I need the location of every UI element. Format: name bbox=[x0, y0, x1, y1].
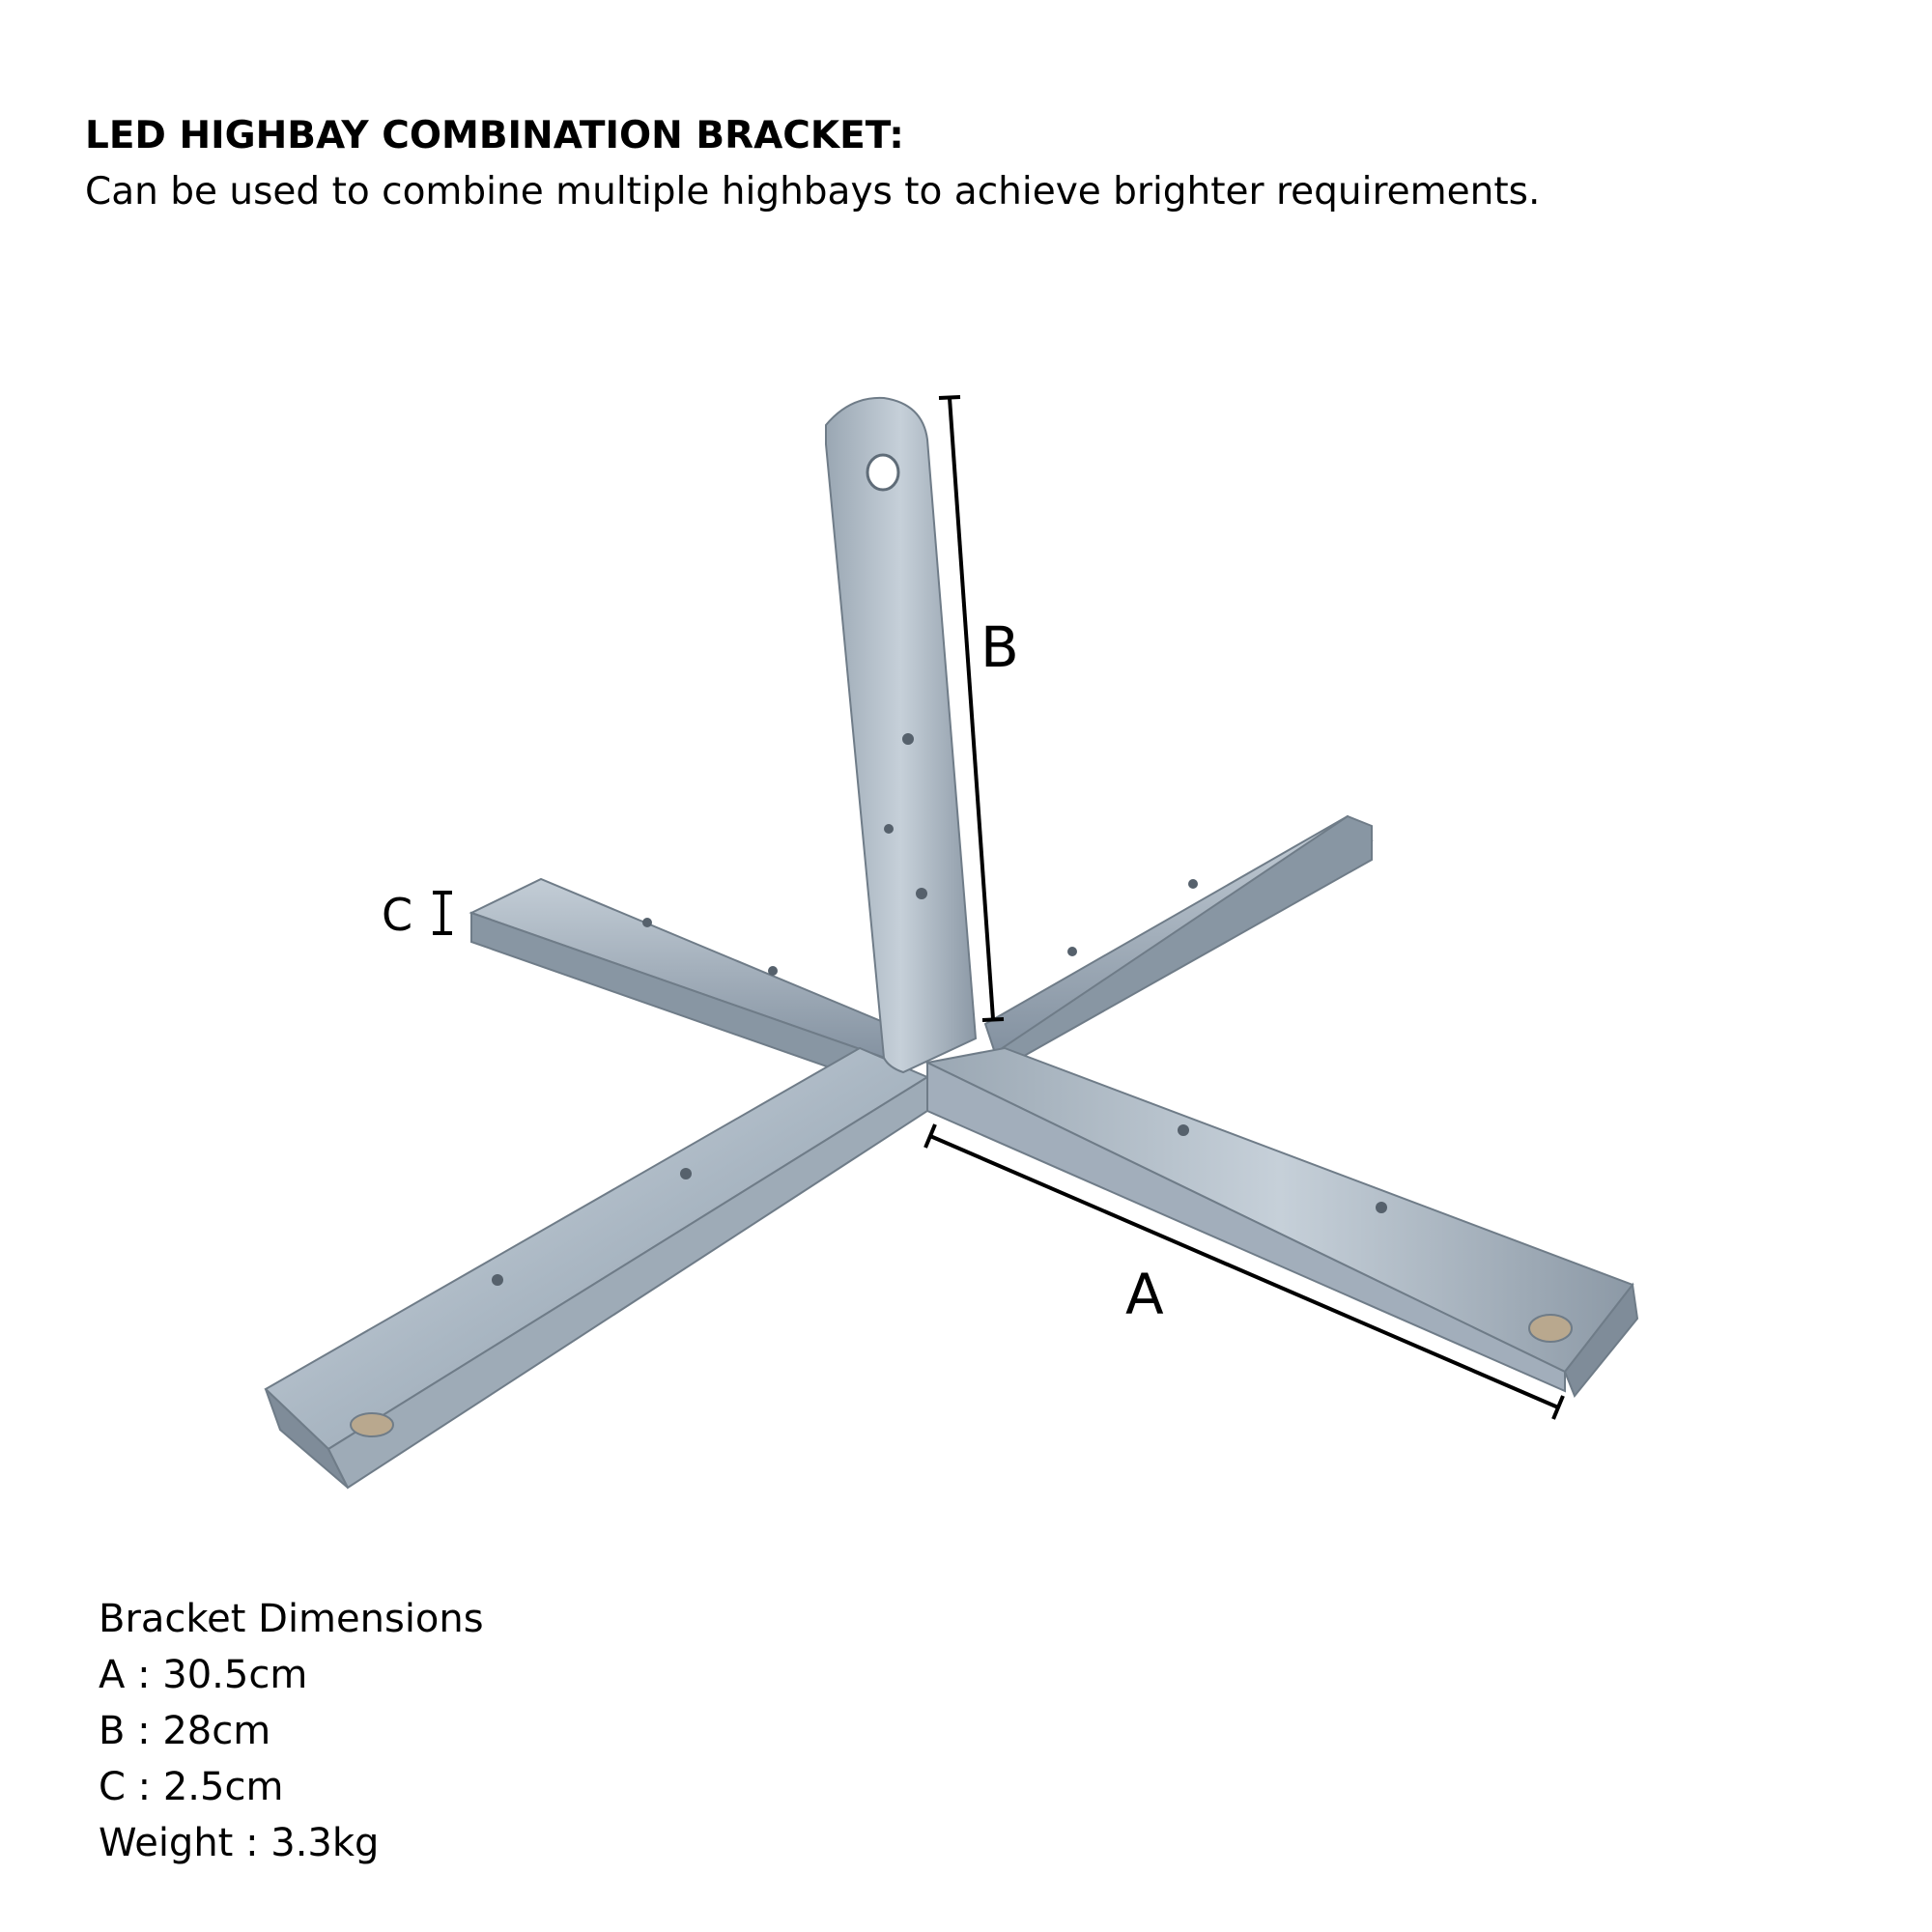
arm-back-right bbox=[985, 816, 1372, 1072]
dimension-label-a: A bbox=[1125, 1262, 1164, 1327]
spec-row-a: A : 30.5cm bbox=[99, 1653, 308, 1697]
specs-panel bbox=[99, 1591, 484, 1871]
spec-row-b: B : 28cm bbox=[99, 1709, 271, 1753]
vertical-plate bbox=[826, 398, 976, 1072]
spec-row-c: C : 2.5cm bbox=[99, 1765, 284, 1809]
specs-heading: Bracket Dimensions bbox=[99, 1597, 484, 1641]
dimension-label-c: C bbox=[382, 889, 413, 941]
arm-front-right bbox=[927, 1048, 1637, 1396]
page-subtitle: Can be used to combine multiple highbays to achieve brighter requirements. bbox=[85, 170, 1541, 213]
dimension-c bbox=[382, 889, 452, 941]
dimension-label-b: B bbox=[980, 614, 1019, 680]
arm-front-left bbox=[266, 1048, 927, 1488]
spec-row-weight: Weight : 3.3kg bbox=[99, 1821, 380, 1865]
page-title: LED HIGHBAY COMBINATION BRACKET: bbox=[85, 114, 904, 157]
